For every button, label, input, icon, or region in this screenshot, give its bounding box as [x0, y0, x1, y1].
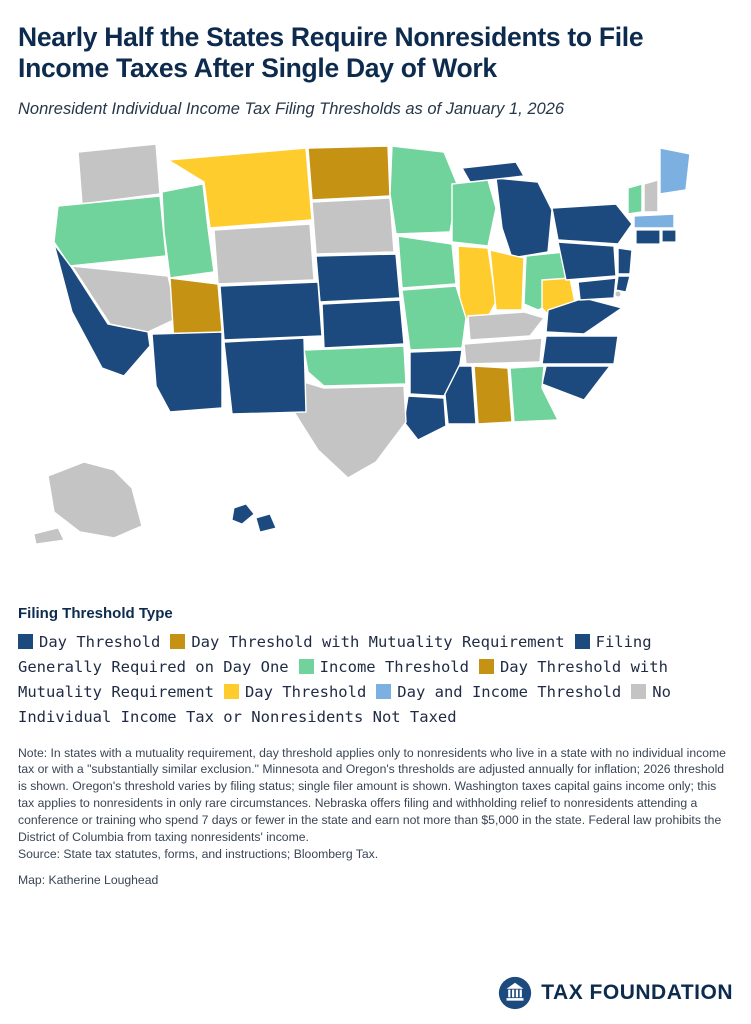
- state-AZ[interactable]: [152, 332, 222, 412]
- legend-swatch-icon: [479, 659, 494, 674]
- legend-label: Day and Income Threshold: [397, 683, 622, 702]
- state-TN[interactable]: [464, 338, 542, 364]
- state-MN[interactable]: [390, 146, 458, 234]
- legend-item-1[interactable]: [170, 633, 564, 651]
- legend-label: Income Threshold: [319, 657, 469, 676]
- legend-label: Day Threshold with Mutuality Requirement: [191, 632, 565, 651]
- state-NM[interactable]: [224, 338, 306, 414]
- map-credit: Map: Katherine Loughead: [18, 873, 159, 888]
- legend-title: Filing Threshold Type: [18, 604, 173, 622]
- map-states: [34, 144, 690, 544]
- note-block: [18, 745, 730, 863]
- note-text: Note: In states with a mutuality requirement, day threshold applies only to nonresidents who live in a state with no individual income tax or with a "substantially similar exclusion." Minnesota and Oregon's thresholds are adjusted annually for inflation; 2026 threshold is shown. Oregon's threshold varies by filing status; single filer amount is shown. Washington taxes capital gains income only; this tax applies to nonresidents in only rare circumstances. Nebraska offers filing and withholding relief to nonresidents attending a conference or training who spend 7 days or fewer in the state and earn not more than $5,000 in the state. Federal law prohibits the District of Columbia from taxing nonresidents' income.: [18, 745, 726, 844]
- state-IN[interactable]: [490, 250, 524, 310]
- legend-swatch-icon: [575, 634, 590, 649]
- state-KY[interactable]: [468, 312, 544, 340]
- state-WI[interactable]: [452, 180, 496, 246]
- state-WY[interactable]: [214, 224, 314, 284]
- state-MI-up[interactable]: [462, 162, 524, 182]
- legend-swatch-icon: [299, 659, 314, 674]
- state-PA[interactable]: [558, 242, 616, 280]
- legend-item-0[interactable]: [18, 633, 160, 651]
- note-source: Source: State tax statutes, forms, and instructions; Bloomberg Tax.: [18, 846, 379, 861]
- state-SC[interactable]: [542, 366, 610, 400]
- state-SD[interactable]: [312, 198, 394, 254]
- us-choropleth-map: [18, 132, 733, 597]
- state-AK-islands[interactable]: [34, 528, 64, 544]
- legend-item-3[interactable]: [299, 658, 469, 676]
- state-NH[interactable]: [644, 180, 658, 212]
- legend-label: Day Threshold with Mutuality Requirement: [18, 657, 668, 702]
- legend-label: Filing Generally Required on Day One: [18, 632, 652, 676]
- state-MO[interactable]: [402, 286, 466, 350]
- page-title: Nearly Half the States Require Nonresidents to File Income Taxes After Single Day of Work: [18, 22, 644, 84]
- map-legend: [18, 630, 733, 731]
- legend-swatch-icon: [18, 634, 33, 649]
- state-WA[interactable]: [78, 144, 160, 204]
- state-KS[interactable]: [322, 300, 404, 348]
- state-MI[interactable]: [496, 178, 552, 258]
- legend-swatch-icon: [376, 684, 391, 699]
- brand-footer: [498, 976, 733, 1010]
- legend-swatch-icon: [224, 684, 239, 699]
- state-HI-2[interactable]: [256, 514, 276, 532]
- legend-swatch-icon: [170, 634, 185, 649]
- state-VT[interactable]: [628, 184, 642, 214]
- state-ME[interactable]: [660, 148, 690, 194]
- brand-name: TAX FOUNDATION: [541, 981, 733, 1004]
- state-MA[interactable]: [634, 214, 674, 228]
- legend-item-5[interactable]: [224, 683, 366, 701]
- legend-swatch-icon: [631, 684, 646, 699]
- state-LA[interactable]: [404, 396, 446, 440]
- tax-foundation-logo-icon: [498, 976, 532, 1010]
- legend-item-6[interactable]: [376, 683, 621, 701]
- state-IA[interactable]: [398, 236, 456, 288]
- state-MD[interactable]: [578, 278, 616, 300]
- state-OK[interactable]: [304, 346, 406, 386]
- state-DE[interactable]: [616, 276, 630, 292]
- legend-label: Day Threshold: [39, 632, 161, 651]
- state-CT[interactable]: [636, 230, 660, 244]
- state-AL[interactable]: [474, 366, 512, 424]
- state-NJ[interactable]: [618, 248, 632, 274]
- page-subtitle: Nonresident Individual Income Tax Filing Thresholds as of January 1, 2026: [18, 99, 565, 118]
- state-ND[interactable]: [308, 146, 390, 200]
- state-AK[interactable]: [48, 462, 142, 538]
- state-OR[interactable]: [54, 196, 166, 266]
- state-NE[interactable]: [316, 254, 400, 302]
- legend-label: No Individual Income Tax or Nonresidents Not Taxed: [18, 683, 671, 727]
- state-DC[interactable]: [615, 291, 621, 297]
- state-NY[interactable]: [552, 204, 632, 244]
- state-HI[interactable]: [232, 504, 254, 524]
- legend-label: Day Threshold: [244, 683, 367, 702]
- state-CO[interactable]: [220, 282, 322, 340]
- state-RI[interactable]: [662, 230, 676, 242]
- state-NC[interactable]: [542, 336, 618, 364]
